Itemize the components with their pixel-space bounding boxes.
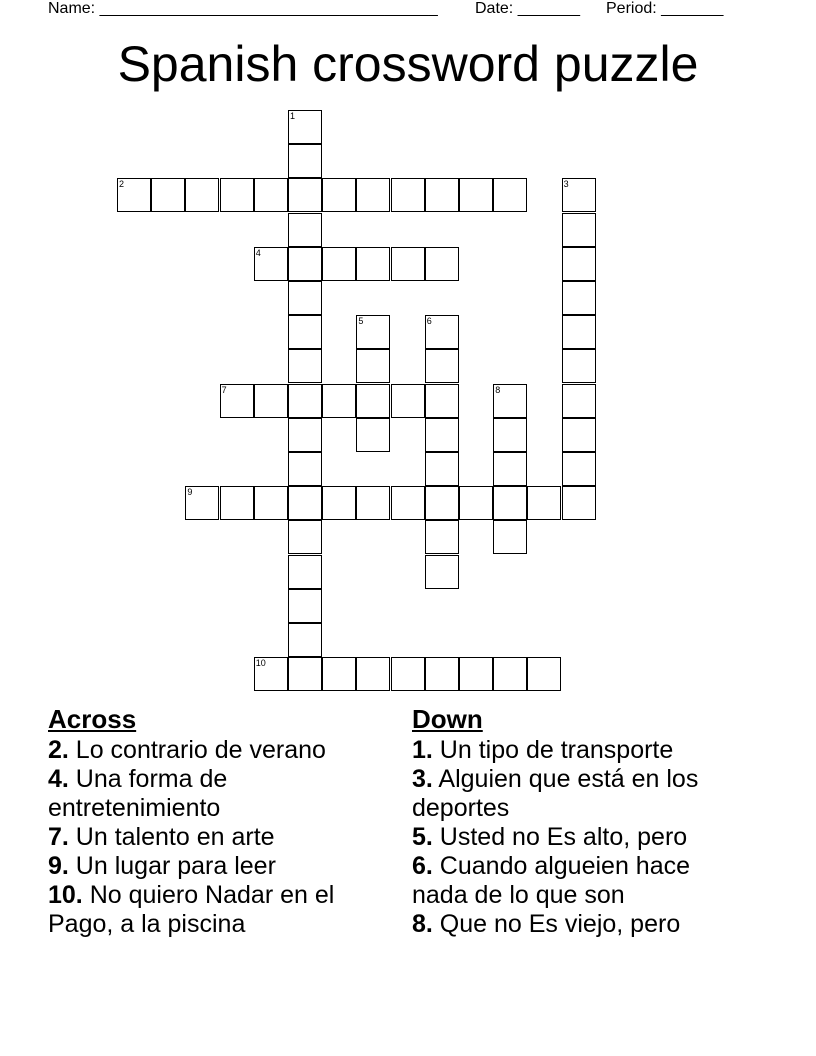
date-field[interactable]: Date: _______: [475, 0, 580, 17]
clue-text: Un tipo de transporte: [432, 736, 674, 764]
crossword-cell[interactable]: [391, 657, 425, 691]
crossword-cell[interactable]: [288, 281, 322, 315]
across-clue: [48, 736, 388, 765]
crossword-cell[interactable]: [322, 247, 356, 281]
crossword-cell[interactable]: [425, 452, 459, 486]
crossword-cell[interactable]: [562, 315, 596, 349]
across-heading: Across: [48, 704, 137, 734]
crossword-cell[interactable]: [493, 452, 527, 486]
down-clue: [412, 765, 752, 823]
clue-text: Una forma de entretenimiento: [48, 765, 228, 822]
clue-number: 7.: [48, 823, 69, 851]
clue-number: 6.: [412, 852, 433, 880]
crossword-cell[interactable]: [322, 486, 356, 520]
crossword-cell[interactable]: [425, 247, 459, 281]
crossword-cell[interactable]: [288, 247, 322, 281]
page-title: Spanish crossword puzzle: [117, 36, 699, 92]
crossword-cell[interactable]: [493, 486, 527, 520]
cell-number: 5: [358, 316, 364, 327]
crossword-cell[interactable]: [288, 657, 322, 691]
clue-number: 2.: [48, 736, 69, 764]
name-field[interactable]: Name: ______________________________________: [48, 0, 438, 17]
crossword-cell[interactable]: [562, 213, 596, 247]
crossword-cell[interactable]: [562, 349, 596, 383]
crossword-cell[interactable]: [288, 110, 322, 144]
across-clue: [48, 881, 388, 939]
crossword-cell[interactable]: [459, 657, 493, 691]
crossword-cell[interactable]: [459, 178, 493, 212]
crossword-cell[interactable]: [288, 315, 322, 349]
crossword-cell[interactable]: [562, 418, 596, 452]
crossword-cell[interactable]: [425, 315, 459, 349]
crossword-cell[interactable]: [322, 384, 356, 418]
clue-number: 9.: [48, 852, 69, 880]
crossword-cell[interactable]: [288, 452, 322, 486]
crossword-cell[interactable]: [288, 144, 322, 178]
clue-text: No quiero Nadar en el Pago, a la piscina: [48, 881, 335, 938]
clue-text: Usted no Es alto, pero: [432, 823, 688, 851]
cell-number: 10: [255, 658, 266, 669]
crossword-cell[interactable]: [288, 520, 322, 554]
clue-text: Que no Es viejo, pero: [432, 910, 681, 938]
crossword-cell[interactable]: [356, 315, 390, 349]
crossword-cell[interactable]: [356, 384, 390, 418]
clue-text: Cuando algueien hace nada de lo que son: [412, 852, 691, 909]
crossword-cell[interactable]: [288, 555, 322, 589]
crossword-cell[interactable]: [391, 247, 425, 281]
crossword-cell[interactable]: [288, 589, 322, 623]
crossword-cell[interactable]: [220, 384, 254, 418]
crossword-cell[interactable]: [322, 657, 356, 691]
crossword-cell[interactable]: [254, 178, 288, 212]
crossword-cell[interactable]: [562, 452, 596, 486]
crossword-cell[interactable]: [254, 486, 288, 520]
crossword-cell[interactable]: [425, 384, 459, 418]
crossword-cell[interactable]: [527, 486, 561, 520]
period-field[interactable]: Period: _______: [606, 0, 724, 17]
crossword-cell[interactable]: [562, 486, 596, 520]
crossword-cell[interactable]: [459, 486, 493, 520]
crossword-cell[interactable]: [254, 657, 288, 691]
crossword-cell[interactable]: [220, 178, 254, 212]
crossword-cell[interactable]: [356, 418, 390, 452]
crossword-cell[interactable]: [254, 384, 288, 418]
crossword-cell[interactable]: [288, 384, 322, 418]
crossword-cell[interactable]: [288, 178, 322, 212]
cell-number: 7: [221, 384, 227, 395]
cell-number: 3: [563, 179, 569, 190]
crossword-cell[interactable]: [288, 486, 322, 520]
crossword-cell[interactable]: [117, 178, 151, 212]
across-clue-list: [48, 736, 388, 939]
down-clue: [412, 736, 752, 765]
crossword-cell[interactable]: [425, 520, 459, 554]
crossword-cell[interactable]: [356, 657, 390, 691]
crossword-cell[interactable]: [425, 349, 459, 383]
clue-text: Un lugar para leer: [68, 852, 276, 880]
down-clue: [412, 910, 752, 939]
crossword-cell[interactable]: [391, 178, 425, 212]
down-clues: [412, 704, 752, 939]
crossword-cell[interactable]: [493, 418, 527, 452]
down-clue: [412, 852, 752, 910]
crossword-cell[interactable]: [391, 384, 425, 418]
crossword-cell[interactable]: [220, 486, 254, 520]
across-clue: [48, 852, 388, 881]
crossword-cell[interactable]: [562, 178, 596, 212]
clue-text: Alguien que está en los deportes: [412, 765, 699, 822]
crossword-cell[interactable]: [425, 486, 459, 520]
crossword-cell[interactable]: [391, 486, 425, 520]
cell-number: 4: [255, 247, 261, 258]
clue-number: 3.: [412, 765, 433, 793]
clue-number: 1.: [412, 736, 433, 764]
crossword-cell[interactable]: [288, 349, 322, 383]
cell-number: 9: [187, 487, 193, 498]
crossword-cell[interactable]: [288, 418, 322, 452]
crossword-cell[interactable]: [493, 657, 527, 691]
down-clue: [412, 823, 752, 852]
crossword-cell[interactable]: [493, 384, 527, 418]
crossword-cell[interactable]: [356, 349, 390, 383]
crossword-cell[interactable]: [322, 178, 356, 212]
cell-number: 8: [495, 384, 501, 395]
crossword-cell[interactable]: [288, 213, 322, 247]
across-clue: [48, 765, 388, 823]
crossword-cell[interactable]: [527, 657, 561, 691]
crossword-cell[interactable]: [493, 520, 527, 554]
crossword-cell[interactable]: [356, 247, 390, 281]
crossword-cell[interactable]: [288, 623, 322, 657]
crossword-cell[interactable]: [151, 178, 185, 212]
across-clues: [48, 704, 388, 939]
clue-number: 5.: [412, 823, 433, 851]
clue-text: Lo contrario de verano: [68, 736, 326, 764]
clue-number: 4.: [48, 765, 69, 793]
crossword-cell[interactable]: [425, 555, 459, 589]
crossword-cell[interactable]: [562, 281, 596, 315]
crossword-cell[interactable]: [425, 657, 459, 691]
clue-number: 8.: [412, 910, 433, 938]
down-heading: Down: [412, 704, 483, 734]
crossword-cell[interactable]: [356, 178, 390, 212]
clue-number: 10.: [48, 881, 83, 909]
crossword-cell[interactable]: [562, 247, 596, 281]
across-clue: [48, 823, 388, 852]
crossword-cell[interactable]: [185, 178, 219, 212]
crossword-cell[interactable]: [493, 178, 527, 212]
cell-number: 6: [426, 316, 432, 327]
crossword-cell[interactable]: [425, 178, 459, 212]
cell-number: 2: [119, 179, 125, 190]
crossword-cell[interactable]: [185, 486, 219, 520]
down-clue-list: [412, 736, 752, 939]
clue-text: Un talento en arte: [68, 823, 275, 851]
crossword-cell[interactable]: [562, 384, 596, 418]
crossword-cell[interactable]: [425, 418, 459, 452]
crossword-cell[interactable]: [356, 486, 390, 520]
crossword-cell[interactable]: [254, 247, 288, 281]
cell-number: 1: [290, 111, 296, 121]
